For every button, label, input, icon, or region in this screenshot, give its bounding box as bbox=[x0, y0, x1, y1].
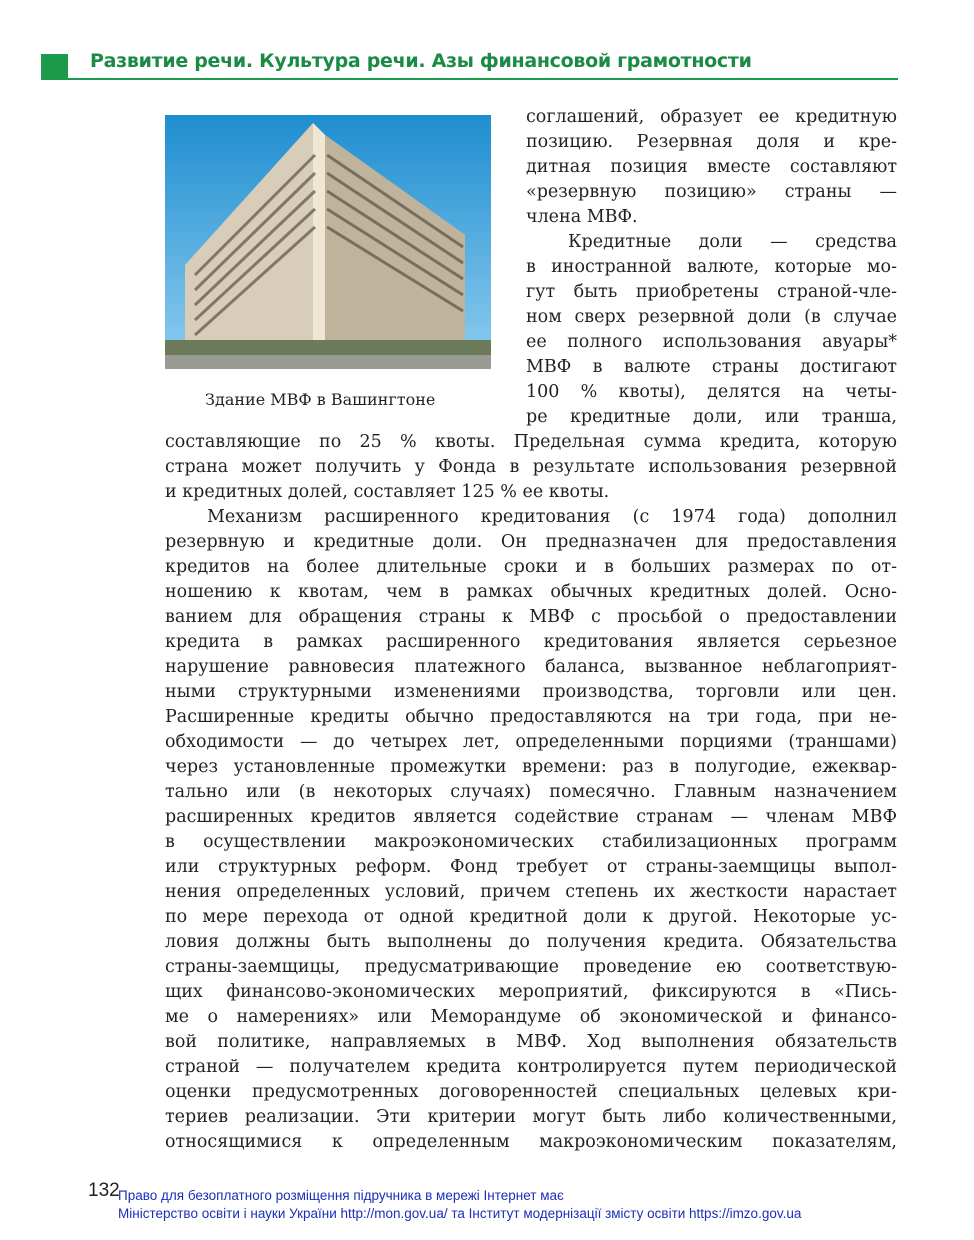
header-marker bbox=[41, 54, 68, 80]
license-line-1: Право для безоплатного розміщення підручника в мережі Інтернет має bbox=[118, 1188, 564, 1203]
text-line: по мере перехода от одной кредитной доли к другой. Некоторые ус- bbox=[165, 907, 897, 927]
page-number: 132 bbox=[88, 1180, 120, 1201]
text-line: кредитов на более длительные сроки и в больших размерах по от- bbox=[165, 557, 897, 577]
text-line: в иностранной валюте, которые мо- bbox=[526, 257, 897, 277]
text-line: ношению к квотам, чем в рамках обычных кредитных долей. Осно- bbox=[165, 582, 897, 602]
text-line: или структурных реформ. Фонд требует от страны-заемщицы выпол- bbox=[165, 857, 897, 877]
text-line: ее полного использования авуары* bbox=[526, 332, 897, 352]
text-line: члена МВФ. bbox=[526, 207, 638, 227]
text-line: страной — получателем кредита контролируется путем периодической bbox=[165, 1057, 897, 1077]
text-line: МВФ в валюте страны достигают bbox=[526, 357, 897, 377]
text-line: и кредитных долей, составляет 125 % ее квоты. bbox=[165, 482, 610, 502]
text-line: обходимости — до четырех лет, определенными порциями (траншами) bbox=[165, 732, 897, 752]
text-line: нарушение равновесия платежного баланса, вызванное неблагоприят- bbox=[165, 657, 897, 677]
license-line-2: Міністерство освіти і науки України http://mon.gov.ua/ та Інститут модернізації змісту освіти https://imzo.gov.ua bbox=[118, 1206, 802, 1221]
text-line: составляющие по 25 % квоты. Предельная сумма кредита, которую bbox=[165, 432, 897, 452]
text-line: расширенных кредитов является содействие странам — членам МВФ bbox=[165, 807, 897, 827]
text-line: ванием для обращения страны к МВФ с просьбой о предоставлении bbox=[165, 607, 897, 627]
text-line: ном сверх резервной доли (в случае bbox=[526, 307, 897, 327]
license-footer bbox=[118, 1187, 801, 1223]
text-line: оценки предусмотренных договоренностей специальных целевых кри- bbox=[165, 1082, 897, 1102]
text-line: Расширенные кредиты обычно предоставляются на три года, при не- bbox=[165, 707, 897, 727]
text-line: ре кредитные доли, или транша, bbox=[526, 407, 897, 427]
text-line: ме о намерениях» или Меморандуме об экономической и финансо- bbox=[165, 1007, 897, 1027]
text-line: «резервную позицию» страны — bbox=[526, 182, 897, 202]
text-line: 100 % квоты), делятся на четы- bbox=[526, 382, 897, 402]
photo-caption: Здание МВФ в Вашингтоне bbox=[205, 390, 436, 409]
text-line: позицию. Резервная доля и кре- bbox=[526, 132, 897, 152]
text-line: Механизм расширенного кредитования (с 1974 года) дополнил bbox=[207, 507, 897, 527]
right-column-text bbox=[526, 105, 897, 430]
text-line: Кредитные доли — средства bbox=[568, 232, 897, 252]
text-line: нения определенных условий, причем степень их жесткости нарастает bbox=[165, 882, 897, 902]
text-line: териев реализации. Эти критерии могут быть либо количественными, bbox=[165, 1107, 897, 1127]
text-line: страна может получить у Фонда в результате использования резервной bbox=[165, 457, 897, 477]
text-line: относящимися к определенным макроэкономическим показателям, bbox=[165, 1132, 897, 1152]
text-line: ловия должны быть выполнены до получения кредита. Обязательства bbox=[165, 932, 897, 952]
text-line: страны-заемщицы, предусматривающие проведение ею соответствую- bbox=[165, 957, 897, 977]
text-line: щих финансово-экономических мероприятий, фиксируются в «Пись- bbox=[165, 982, 897, 1002]
text-line: в осуществлении макроэкономических стабилизационных программ bbox=[165, 832, 897, 852]
text-line: резервную и кредитные доли. Он предназначен для предоставления bbox=[165, 532, 897, 552]
page-header-title: Развитие речи. Культура речи. Азы финансовой грамотности bbox=[90, 50, 752, 72]
header-divider bbox=[41, 78, 898, 80]
text-line: соглашений, образует ее кредитную bbox=[526, 107, 897, 127]
text-line: через установленные промежутки времени: раз в полугодие, ежеквар- bbox=[165, 757, 897, 777]
text-line: тально или (в некоторых случаях) помесячно. Главным назначением bbox=[165, 782, 897, 802]
text-line: гут быть приобретены страной-чле- bbox=[526, 282, 897, 302]
text-line: дитная позиция вместе составляют bbox=[526, 157, 897, 177]
imf-building-photo bbox=[165, 115, 491, 369]
text-line: кредита в рамках расширенного кредитования является серьезное bbox=[165, 632, 897, 652]
body-text bbox=[165, 430, 897, 1155]
text-line: ными структурными изменениями производства, торговли или цен. bbox=[165, 682, 897, 702]
text-line: вой политике, направляемых в МВФ. Ход выполнения обязательств bbox=[165, 1032, 897, 1052]
